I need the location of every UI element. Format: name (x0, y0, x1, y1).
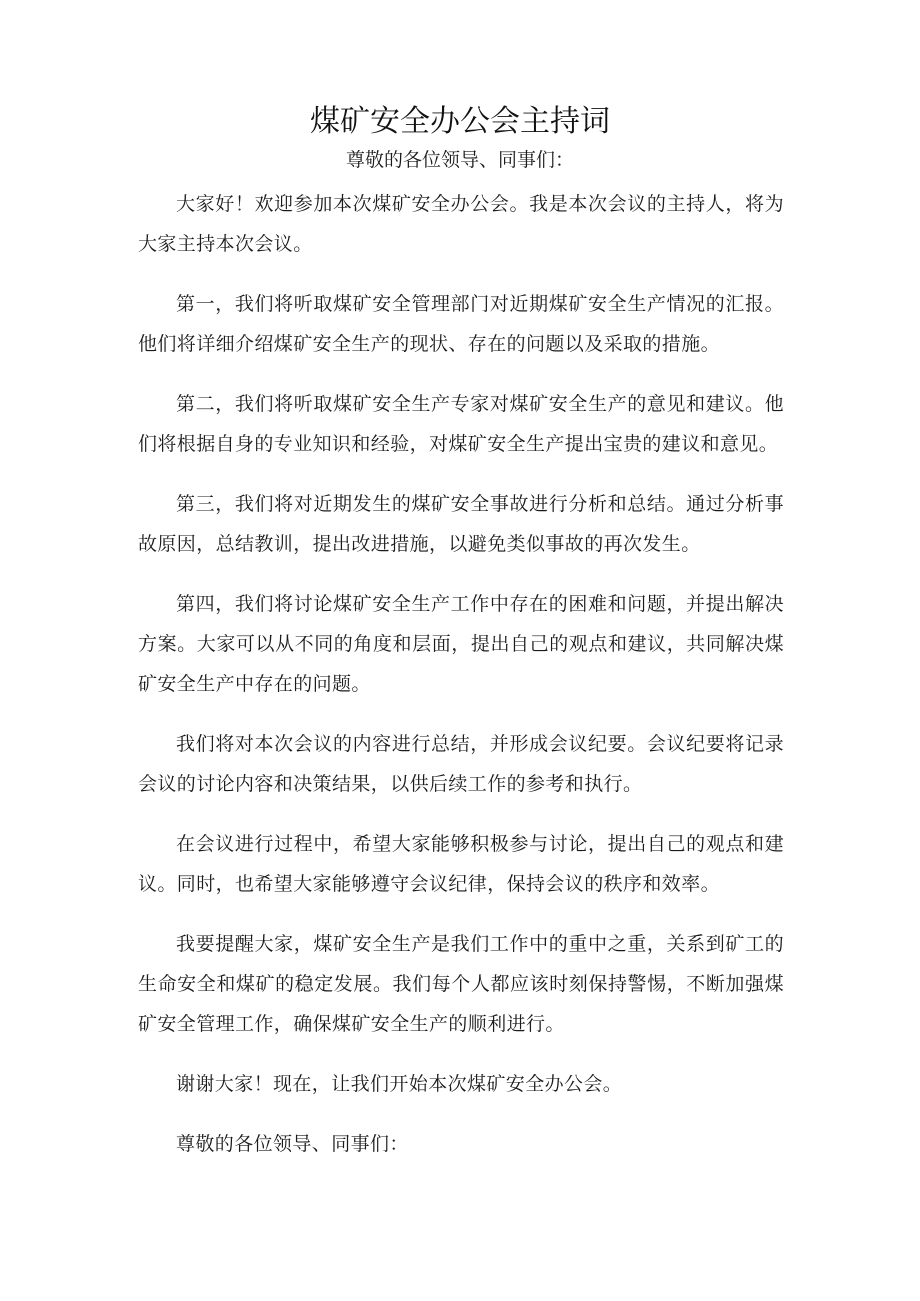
paragraph-closing: 谢谢大家！现在，让我们开始本次煤矿安全办公会。 (176, 1073, 623, 1095)
paragraph-third-item: 第三，我们将对近期发生的煤矿安全事故进行分析和总结。通过分析事故原因，总结教训，提出改进措施，以避免类似事故的再次发生。 (138, 493, 784, 555)
paragraph-salutation-repeat: 尊敬的各位领导、同事们： (176, 1133, 409, 1155)
paragraph-reminder: 我要提醒大家，煤矿安全生产是我们工作中的重中之重，关系到矿工的生命安全和煤矿的稳定发展。我们每个人都应该时刻保持警惕，不断加强煤矿安全管理工作，确保煤矿安全生产的顺利进行。 (138, 933, 784, 1035)
paragraph-first-item: 第一，我们将听取煤矿安全管理部门对近期煤矿安全生产情况的汇报。他们将详细介绍煤矿安全生产的现状、存在的问题以及采取的措施。 (138, 293, 784, 355)
paragraph-welcome: 大家好！欢迎参加本次煤矿安全办公会。我是本次会议的主持人，将为大家主持本次会议。 (138, 193, 784, 255)
paragraph-participation: 在会议进行过程中，希望大家能够积极参与讨论，提出自己的观点和建议。同时，也希望大家能够遵守会议纪律，保持会议的秩序和效率。 (138, 833, 784, 895)
paragraph-summary: 我们将对本次会议的内容进行总结，并形成会议纪要。会议纪要将记录会议的讨论内容和决策结果，以供后续工作的参考和执行。 (138, 733, 784, 795)
paragraph-second-item: 第二，我们将听取煤矿安全生产专家对煤矿安全生产的意见和建议。他们将根据自身的专业知识和经验，对煤矿安全生产提出宝贵的建议和意见。 (138, 393, 784, 455)
document-body (138, 184, 784, 1184)
salutation-line: 尊敬的各位领导、同事们： (345, 149, 574, 171)
paragraph-fourth-item: 第四，我们将讨论煤矿安全生产工作中存在的困难和问题，并提出解决方案。大家可以从不同的角度和层面，提出自己的观点和建议，共同解决煤矿安全生产中存在的问题。 (138, 593, 784, 695)
document-title: 煤矿安全办公会主持词 (310, 104, 610, 139)
